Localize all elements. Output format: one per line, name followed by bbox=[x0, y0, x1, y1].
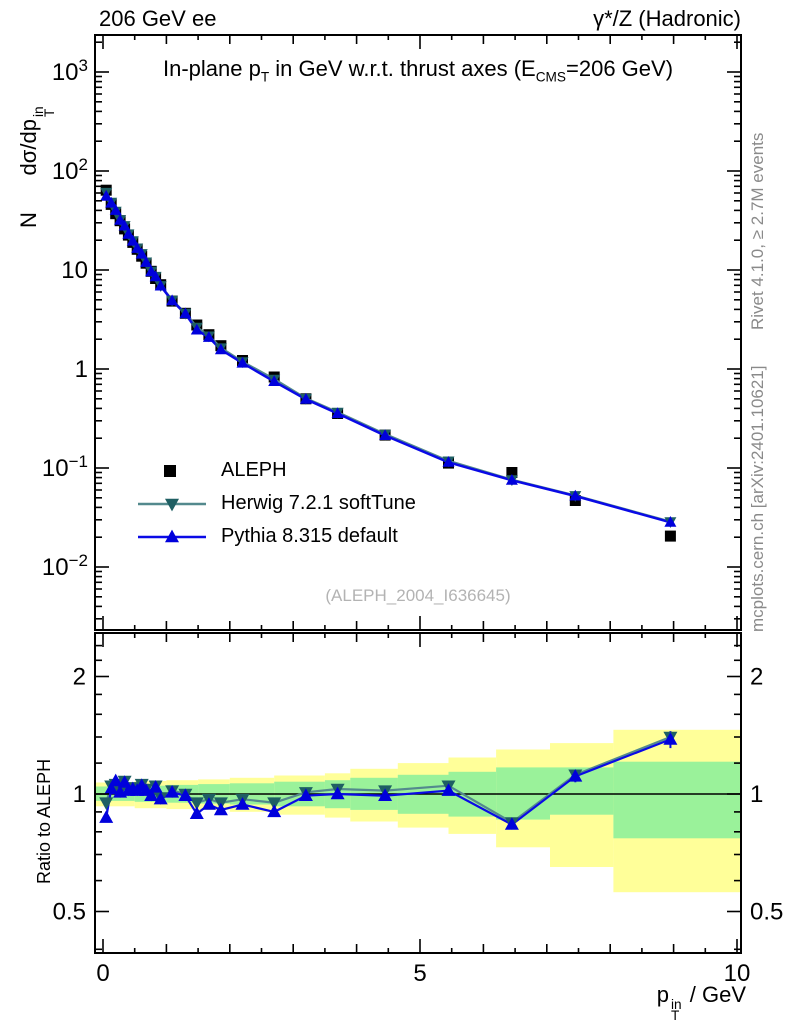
beam-energy-label: 206 GeV ee bbox=[99, 6, 217, 31]
svg-text:2: 2 bbox=[72, 663, 86, 691]
svg-text:0: 0 bbox=[96, 960, 110, 987]
svg-text:10−1: $10^{-1}$ bbox=[41, 452, 88, 482]
process-label: γ*/Z (Hadronic) bbox=[593, 6, 741, 31]
svg-text:1: 1 bbox=[750, 781, 764, 808]
rivet-version-note: Rivet 4.1.0, ≥ 2.7M events bbox=[748, 132, 767, 330]
legend-label: Pythia 8.315 default bbox=[221, 525, 398, 547]
svg-text:10: 10 bbox=[723, 960, 751, 987]
svg-text:2: 2 bbox=[750, 663, 764, 691]
legend-label: ALEPH bbox=[221, 459, 287, 481]
svg-text:5: 5 bbox=[413, 960, 427, 987]
analysis-id-watermark: (ALEPH_2004_I636645) bbox=[325, 586, 511, 605]
y-axis-label: N dσ/dp in T bbox=[16, 106, 58, 228]
legend-item-data bbox=[137, 454, 416, 487]
legend-label: Herwig 7.2.1 softTune bbox=[221, 492, 416, 514]
square-marker-icon bbox=[137, 459, 207, 483]
svg-text:103: $10^3$ bbox=[51, 56, 88, 86]
legend-item-herwig bbox=[137, 487, 416, 520]
up-triangle-marker-icon bbox=[137, 525, 207, 549]
svg-text:1: 1 bbox=[74, 356, 88, 383]
ratio-y-axis-label: Ratio to ALEPH bbox=[34, 758, 54, 884]
x-axis-label: p in T / GeV bbox=[656, 982, 746, 1024]
svg-text:10−2: $10^{-2}$ bbox=[41, 551, 88, 581]
svg-text:102: $10^2$ bbox=[51, 155, 88, 185]
down-triangle-marker-icon bbox=[137, 492, 207, 516]
legend bbox=[137, 454, 416, 553]
svg-text:1: 1 bbox=[72, 781, 86, 808]
mcplots-reference-note: mcplots.cern.ch [arXiv:2401.10621] bbox=[748, 365, 767, 632]
plot-title: In-plane $p_T$ in GeV w.r.t. thrust axes ($E_{CMS}=206$ GeV) bbox=[162, 56, 674, 85]
svg-text:0.5: 0.5 bbox=[750, 898, 784, 926]
svg-text:0.5: 0.5 bbox=[52, 898, 86, 926]
legend-item-pythia bbox=[137, 520, 416, 553]
svg-text:10: 10 bbox=[61, 257, 88, 284]
